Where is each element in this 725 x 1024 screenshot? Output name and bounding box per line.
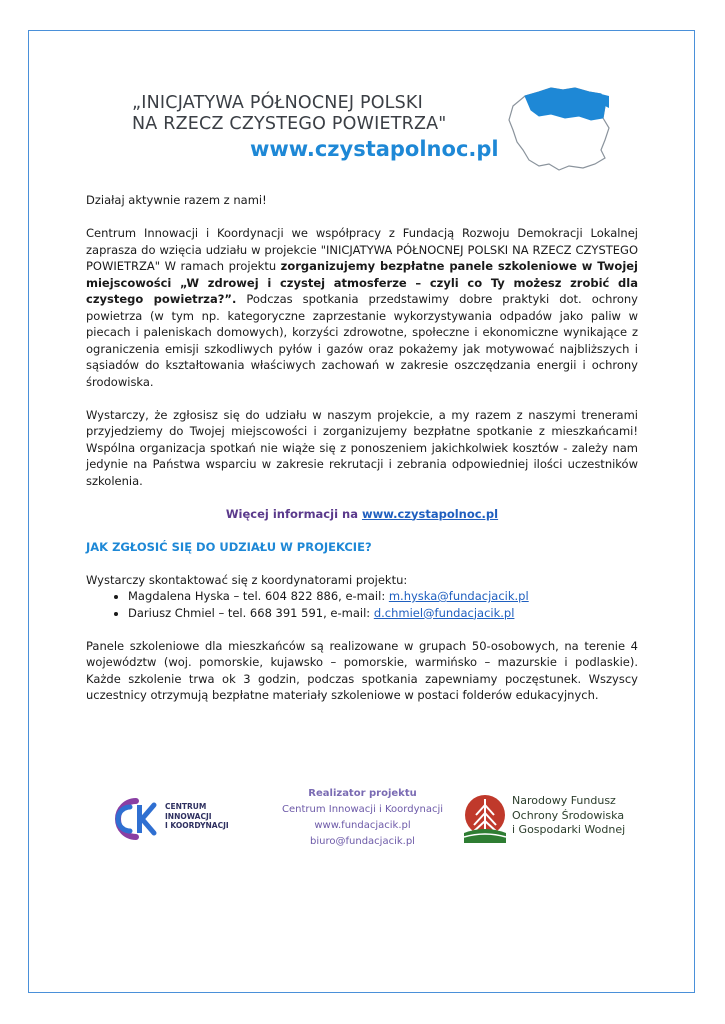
intro-paragraph — [86, 225, 638, 390]
nfos-logo-text — [512, 794, 625, 838]
intro-rest-text: Podczas spotkania przedstawimy dobre praktyki dot. ochrony powietrza (w tym np. kategoryczne zaprzestanie wykorzystywania odpadów jako paliw w piecach i paleniskach domowych), korzyści zdrowotne, społeczne i ekonomiczne wynikające z ograniczenia emisji szkodliwych pyłów i gazów oraz pokażemy jak motywować najbliższych i sąsiadów do kształtowania właściwych zachowań w zakresie oszczędzania energii i ochrony środowiska. — [86, 292, 638, 389]
project-realizer — [250, 786, 475, 850]
list-item — [128, 588, 638, 605]
project-url[interactable]: www.czystapolnoc.pl — [250, 137, 499, 161]
participation-paragraph: Wystarczy, że zgłosisz się do udziału w naszym projekcie, a my razem z naszymi trenerami przyjedziemy do Twojej miejscowości i zorganizujemy bezpłatne spotkanie z mieszkańcami! Wspólna organizacja spotkań nie wiąże się z ponoszeniem jakichkolwiek kosztów - zależy nam jedynie na Państwa wsparciu w zakresie rekrutacji i zebrania odpowiedniej ilości uczestników szkolenia. — [86, 407, 638, 488]
more-info-line — [86, 506, 638, 523]
poland-map-icon — [505, 84, 615, 174]
cik-logo-text — [165, 802, 229, 831]
realizer-website[interactable]: www.fundacjacik.pl — [314, 820, 411, 831]
details-paragraph: Panele szkoleniowe dla mieszkańców są realizowane w grupach 50-osobowych, na terenie 4 województw (woj. pomorskie, kujawsko – pomorskie, warmińsko – mazurskie i podlaskie). Każde szkolenie trwa ok 3 godzin, podczas spotkania zapewniamy poczęstunek. Wszyscy uczestnicy otrzymują bezpłatne materiały szkoleniowe w postaci folderów edukacyjnych. — [86, 638, 638, 702]
contact-text: Dariusz Chmiel – tel. 668 391 591, e-mail: — [128, 605, 374, 620]
contact-list — [86, 588, 638, 621]
intro-text: Centrum Innowacji i Koordynacji we współpracy z Fundacją Rozwoju Demokracji Lokalnej zaprasza do wzięcia udziału w projekcie "INICJATYWA PÓŁNOCNEJ POLSKI NA RZECZ CZYSTEGO POWIETRZA" W ramach projektu — [86, 226, 638, 273]
cik-line1: CENTRUM — [165, 802, 207, 811]
more-info-label: Więcej informacji na — [225, 506, 362, 521]
section-heading: JAK ZGŁOSIĆ SIĘ DO UDZIAŁU W PROJEKCIE? — [86, 539, 372, 554]
project-title-line2: NA RZECZ CZYSTEGO POWIETRZA" — [132, 114, 447, 134]
nfos-line1: Narodowy Fundusz — [512, 794, 616, 807]
cik-line2: INNOWACJI — [165, 811, 212, 821]
intro-bold-text: zorganizujemy bezpłatne panele szkoleniowe w Twojej miejscowości „W zdrowej i czystej atmosferze – czyli co Ty możesz zrobić dla czystego powietrza?”. — [86, 259, 638, 306]
list-item — [128, 605, 638, 622]
cik-logo-icon — [110, 795, 162, 843]
contact-intro: Wystarczy skontaktować się z koordynatorami projektu: — [86, 572, 408, 587]
project-title-line1: „INICJATYWA PÓŁNOCNEJ POLSKI — [132, 93, 423, 113]
realizer-email[interactable]: biuro@fundacjacik.pl — [310, 836, 415, 847]
more-info-link[interactable]: www.czystapolnoc.pl — [361, 506, 499, 521]
realizer-name: Centrum Innowacji i Koordynacji — [281, 804, 444, 815]
cik-line3: I KOORDYNACJI — [165, 821, 229, 830]
email-link[interactable]: m.hyska@fundacjacik.pl — [388, 589, 529, 603]
letter-body — [86, 192, 638, 704]
nfos-line3: i Gospodarki Wodnej — [512, 823, 626, 836]
realizer-title: Realizator projektu — [308, 788, 417, 799]
contact-text: Magdalena Hyska – tel. 604 822 886, e-mail: — [128, 589, 389, 603]
nfos-logo-icon — [460, 791, 510, 847]
greeting: Działaj aktywnie razem z nami! — [86, 193, 267, 207]
nfos-line2: Ochrony Środowiska — [512, 808, 625, 822]
email-link[interactable]: d.chmiel@fundacjacik.pl — [373, 605, 515, 620]
